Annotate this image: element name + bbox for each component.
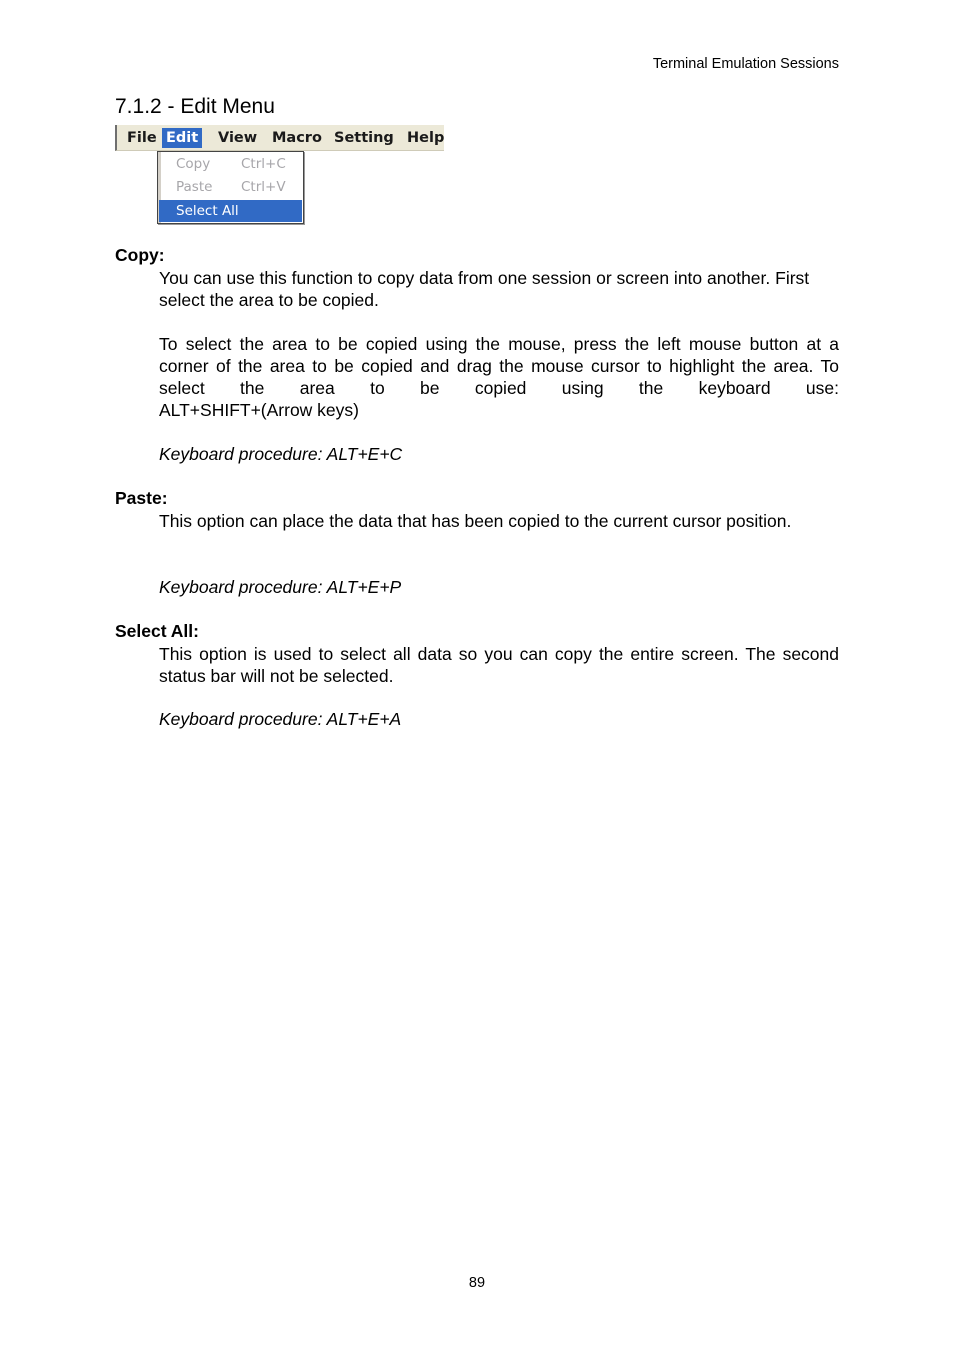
page-number: 89 bbox=[468, 1275, 486, 1291]
menu-help: Help bbox=[407, 130, 445, 146]
edit-dropdown-screenshot bbox=[157, 151, 304, 224]
section-title: 7.1.2 - Edit Menu bbox=[115, 95, 275, 118]
copy-paragraph-2-keys: ALT+SHIFT+(Arrow keys) bbox=[159, 400, 359, 420]
copy-paragraph-2 bbox=[159, 333, 839, 421]
dropdown-item-copy bbox=[159, 153, 302, 175]
dropdown-item-label: Select All bbox=[176, 203, 239, 219]
menu-file: File bbox=[127, 130, 157, 146]
menu-edit: Edit bbox=[162, 128, 202, 148]
dropdown-item-label: Paste bbox=[176, 179, 213, 195]
select-all-paragraph: This option is used to select all data so you can copy the entire screen. The second status bar will not be selected. bbox=[159, 644, 839, 686]
menu-screenshot-bar bbox=[115, 125, 444, 151]
dropdown-item-shortcut: Ctrl+V bbox=[241, 179, 286, 195]
copy-paragraph-1: You can use this function to copy data from one session or screen into another. First select the area to be copied. bbox=[159, 268, 810, 310]
select-all-term: Select All: bbox=[115, 621, 199, 641]
copy-keyboard-procedure: Keyboard procedure: ALT+E+C bbox=[159, 444, 403, 464]
paste-term: Paste: bbox=[115, 488, 168, 508]
dropdown-item-paste bbox=[159, 176, 302, 198]
select-all-keyboard-procedure: Keyboard procedure: ALT+E+A bbox=[159, 709, 402, 729]
copy-term: Copy: bbox=[115, 245, 165, 265]
paste-keyboard-procedure: Keyboard procedure: ALT+E+P bbox=[159, 577, 402, 597]
menu-macro: Macro bbox=[272, 130, 322, 146]
running-header: Terminal Emulation Sessions bbox=[652, 56, 839, 72]
copy-paragraph-2-text: To select the area to be copied using the mouse, press the left mouse button at a corner of the area to be copied and drag the mouse cursor to highlight the area. To select the area to be copied using the keyboard use: bbox=[159, 334, 839, 398]
dropdown-item-shortcut: Ctrl+C bbox=[241, 156, 286, 172]
dropdown-item-label: Copy bbox=[176, 156, 211, 172]
dropdown-item-select-all bbox=[159, 200, 302, 222]
menu-setting: Setting bbox=[334, 130, 394, 146]
paste-paragraph: This option can place the data that has been copied to the current cursor position. bbox=[159, 511, 792, 531]
menu-view: View bbox=[218, 130, 258, 146]
